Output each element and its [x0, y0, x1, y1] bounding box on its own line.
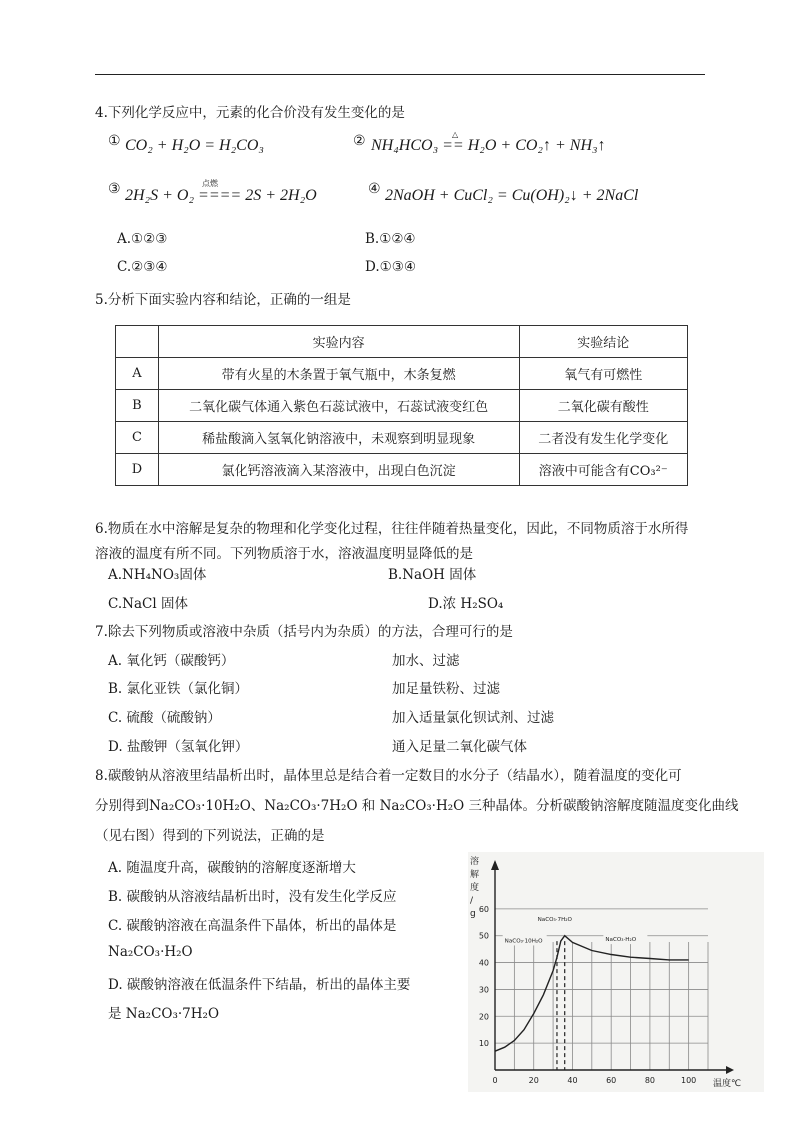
q4-eq3-condition: 点燃	[202, 179, 218, 188]
q7-item-c: C. 硫酸（硫酸钠）	[108, 710, 221, 726]
q8-stem-line2: 分别得到Na₂CO₃·10H₂O、Na₂CO₃·7H₂O 和 Na₂CO₃·H₂O 三种晶体。分析碳酸钠溶解度随温度变化曲线	[95, 798, 739, 814]
q4-eq2-label: ②	[353, 133, 366, 149]
x-axis-label: 温度℃	[713, 1079, 742, 1089]
q8-option-a: A. 随温度升高，碳酸钠的溶解度逐渐增大	[108, 860, 356, 876]
q4-option-b: B.①②④	[365, 231, 416, 247]
table-cell: 二氧化碳气体通入紫色石蕊试液中，石蕊试液变红色	[158, 390, 519, 422]
q4-eq2-condition: △	[452, 130, 459, 139]
q4-option-d: D.①③④	[365, 259, 416, 275]
y-tick-label: 40	[478, 958, 489, 968]
q6-option-a: A.NH₄NO₃固体	[108, 567, 207, 583]
annotation-label: NaCO₃·H₂O	[605, 937, 637, 944]
q6-option-b: B.NaOH 固体	[388, 567, 477, 583]
q4-eq4: 2NaOH + CuCl₂ = Cu(OH)₂↓ + 2NaCl	[385, 187, 639, 204]
table-row	[116, 358, 688, 390]
q8-option-b: B. 碳酸钠从溶液结晶析出时，没有发生化学反应	[108, 889, 397, 905]
solubility-chart-svg	[468, 852, 764, 1092]
table-cell: 二氧化碳有酸性	[519, 390, 688, 422]
q7-item-b: B. 氯化亚铁（氯化铜）	[108, 681, 249, 697]
table-cell: 带有火星的木条置于氧气瓶中，木条复燃	[158, 358, 519, 390]
q5-stem: 5.分析下面实验内容和结论，正确的一组是	[95, 292, 351, 308]
q6-option-d: D.浓 H₂SO₄	[428, 596, 504, 612]
q6-option-c: C.NaCl 固体	[108, 596, 188, 612]
table-header-row	[116, 326, 688, 358]
q4-eq1-label: ①	[108, 133, 121, 149]
q6-stem-line1: 6.物质在水中溶解是复杂的物理和化学变化过程，往往伴随着热量变化，因此，不同物质溶于水所得	[95, 521, 689, 537]
table-cell: 二者没有发生化学变化	[519, 422, 688, 454]
table-cell: D	[116, 454, 159, 486]
q7-method-c: 加入适量氯化钡试剂、过滤	[392, 710, 554, 726]
table-row	[116, 390, 688, 422]
table-header-cell: 实验结论	[519, 326, 688, 358]
q7-method-b: 加足量铁粉、过滤	[392, 681, 500, 697]
q7-stem: 7.除去下列物质或溶液中杂质（括号内为杂质）的方法，合理可行的是	[95, 624, 513, 640]
q8-option-d-line1: D. 碳酸钠溶液在低温条件下结晶，析出的晶体主要	[108, 977, 411, 993]
q4-eq3: 2H₂S + O₂ ==== 2S + 2H₂O	[125, 187, 317, 204]
y-tick-label: 50	[478, 931, 489, 941]
q7-item-a: A. 氧化钙（碳酸钙）	[108, 653, 235, 669]
q4-option-a: A.①②③	[117, 231, 168, 247]
y-axis-label: 溶解度/ g	[470, 857, 480, 919]
table-cell: B	[116, 390, 159, 422]
table-row	[116, 422, 688, 454]
y-tick-label: 30	[478, 985, 489, 995]
x-axis-arrow	[726, 1066, 734, 1074]
y-tick-label: 60	[478, 904, 489, 914]
q8-stem-line3: （见右图）得到的下列说法，正确的是	[95, 828, 325, 844]
annotation-label: NaCO₃·7H₂O	[537, 916, 572, 923]
q7-method-d: 通入足量二氧化碳气体	[392, 739, 527, 755]
q7-method-a: 加水、过滤	[392, 653, 460, 669]
q8-stem-line1: 8.碳酸钠从溶液里结晶析出时，晶体里总是结合着一定数目的水分子（结晶水），随着温度的变化可	[95, 768, 682, 784]
table-cell: 氯化钙溶液滴入某溶液中，出现白色沉淀	[158, 454, 519, 486]
q4-stem: 4.下列化学反应中，元素的化合价没有发生变化的是	[95, 105, 405, 121]
x-tick-label: 40	[567, 1076, 578, 1085]
q6-stem-line2: 溶液的温度有所不同。下列物质溶于水，溶液温度明显降低的是	[95, 546, 473, 562]
table-cell: 氧气有可燃性	[519, 358, 688, 390]
solubility-chart	[468, 852, 764, 1092]
q4-eq2: NH₄HCO₃ == H₂O + CO₂↑ + NH₃↑	[371, 137, 606, 154]
q8-option-d-line2: 是 Na₂CO₃·7H₂O	[108, 1006, 220, 1022]
q4-eq4-label: ④	[368, 181, 381, 197]
q4-eq1: CO₂ + H₂O = H₂CO₃	[125, 137, 264, 154]
q8-option-c-line2: Na₂CO₃·H₂O	[108, 944, 193, 960]
q4-eq3-label: ③	[108, 181, 121, 197]
q4-option-c: C.②③④	[117, 259, 168, 275]
table-header-cell: 实验内容	[158, 326, 519, 358]
y-tick-label: 20	[478, 1012, 489, 1022]
y-axis-arrow	[491, 860, 499, 870]
table-cell: 稀盐酸滴入氢氧化钠溶液中，未观察到明显现象	[158, 422, 519, 454]
y-tick-label: 10	[478, 1039, 489, 1049]
q7-item-d: D. 盐酸钾（氢氧化钾）	[108, 739, 249, 755]
table-row	[116, 454, 688, 486]
x-tick-label: 0	[492, 1076, 498, 1085]
table-cell: A	[116, 358, 159, 390]
annotation-label: NaCO₃·10H₂O	[504, 938, 543, 945]
x-tick-label: 60	[606, 1076, 617, 1085]
table-cell: C	[116, 422, 159, 454]
x-tick-label: 20	[528, 1076, 539, 1085]
q5-table	[115, 325, 688, 486]
header-rule	[95, 74, 705, 75]
table-cell: 溶液中可能含有CO₃²⁻	[519, 454, 688, 486]
q8-option-c-line1: C. 碳酸钠溶液在高温条件下晶体，析出的晶体是	[108, 918, 397, 934]
table-header-cell	[116, 326, 159, 358]
x-tick-label: 100	[680, 1076, 697, 1085]
x-tick-label: 80	[644, 1076, 656, 1085]
